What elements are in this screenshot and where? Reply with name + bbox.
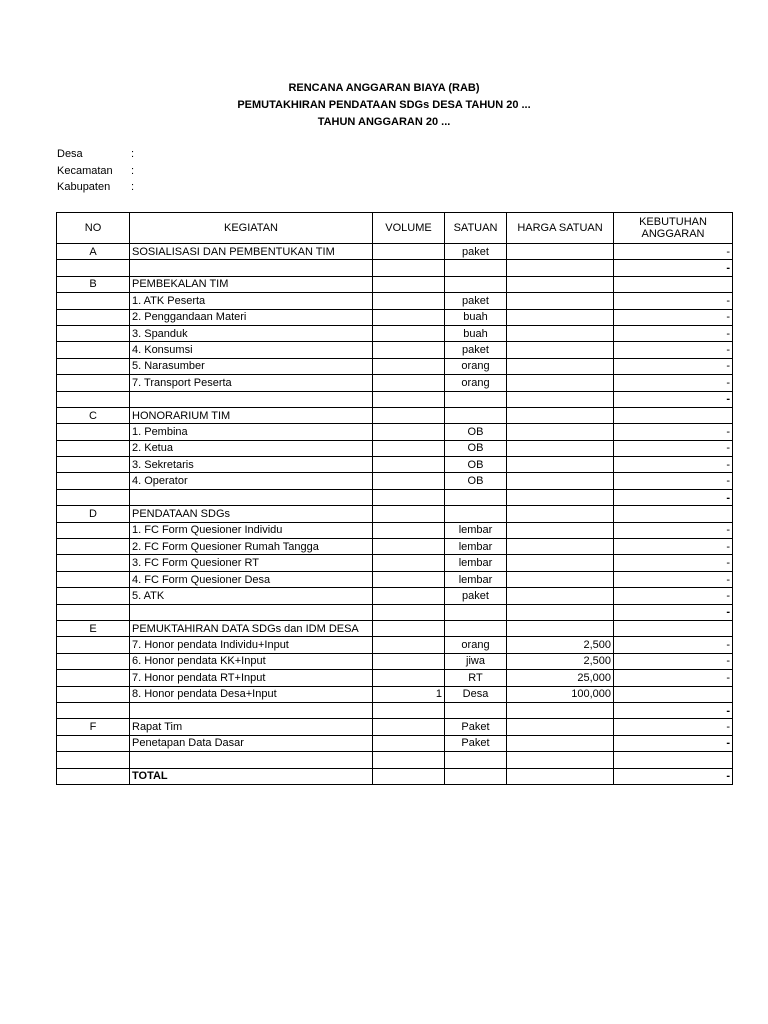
cell-no [57,473,130,489]
cell-kegiatan: 7. Honor pendata Individu+Input [130,637,373,653]
cell-no [57,342,130,358]
cell-harga-satuan [507,506,614,522]
table-row [57,440,733,456]
table-row [57,407,733,423]
cell-no [57,424,130,440]
cell-satuan [445,407,507,423]
cell-volume [373,293,445,309]
cell-kebutuhan-anggaran: - [614,637,733,653]
table-row [57,719,733,735]
cell-satuan: orang [445,637,507,653]
cell-no: E [57,620,130,636]
cell-harga-satuan [507,293,614,309]
cell-no [57,555,130,571]
table-row [57,473,733,489]
info-separator: : [131,148,135,160]
cell-volume [373,670,445,686]
table-row [57,276,733,292]
header-satuan: SATUAN [445,213,507,244]
table-row [57,309,733,325]
cell-no [57,325,130,341]
cell-harga-satuan: 2,500 [507,653,614,669]
cell-harga-satuan [507,555,614,571]
cell-kegiatan [130,752,373,768]
cell-harga-satuan [507,522,614,538]
cell-volume [373,260,445,276]
cell-no [57,571,130,587]
cell-harga-satuan [507,457,614,473]
table-row [57,325,733,341]
cell-no [57,686,130,702]
cell-volume [373,768,445,784]
cell-kebutuhan-anggaran [614,276,733,292]
cell-harga-satuan [507,358,614,374]
cell-kebutuhan-anggaran: - [614,571,733,587]
cell-kebutuhan-anggaran: - [614,539,733,555]
cell-kebutuhan-anggaran [614,506,733,522]
cell-volume [373,424,445,440]
cell-kegiatan: 3. Sekretaris [130,457,373,473]
title-line-2: PEMUTAKHIRAN PENDATAAN SDGs DESA TAHUN 20 ... [237,99,531,111]
cell-harga-satuan [507,375,614,391]
cell-harga-satuan [507,244,614,260]
cell-no [57,293,130,309]
table-row [57,358,733,374]
cell-kegiatan: PEMBEKALAN TIM [130,276,373,292]
cell-volume [373,555,445,571]
cell-satuan [445,752,507,768]
cell-satuan [445,604,507,620]
cell-satuan: OB [445,440,507,456]
cell-harga-satuan: 2,500 [507,637,614,653]
cell-satuan [445,391,507,407]
header-harga-satuan: HARGA SATUAN [507,213,614,244]
cell-harga-satuan [507,309,614,325]
header-kegiatan: KEGIATAN [130,213,373,244]
cell-harga-satuan [507,604,614,620]
cell-kebutuhan-anggaran: - [614,768,733,784]
cell-kebutuhan-anggaran: - [614,260,733,276]
cell-kegiatan: 4. Konsumsi [130,342,373,358]
info-separator: : [131,165,135,177]
table-row [57,588,733,604]
table-row [57,637,733,653]
cell-kebutuhan-anggaran: - [614,293,733,309]
cell-volume [373,719,445,735]
cell-kegiatan: 3. FC Form Quesioner RT [130,555,373,571]
cell-volume [373,637,445,653]
cell-kebutuhan-anggaran [614,686,733,702]
cell-satuan [445,768,507,784]
cell-no [57,309,130,325]
cell-satuan [445,506,507,522]
cell-harga-satuan [507,719,614,735]
cell-kegiatan: 4. Operator [130,473,373,489]
cell-no [57,539,130,555]
cell-volume [373,342,445,358]
table-body [57,244,733,785]
table-row [57,342,733,358]
info-separator: : [131,181,135,193]
cell-kegiatan: 2. Ketua [130,440,373,456]
cell-no [57,768,130,784]
cell-satuan: orang [445,375,507,391]
cell-satuan: paket [445,244,507,260]
cell-harga-satuan [507,424,614,440]
cell-kebutuhan-anggaran: - [614,244,733,260]
cell-harga-satuan [507,391,614,407]
header-volume: VOLUME [373,213,445,244]
cell-kegiatan: 1. ATK Peserta [130,293,373,309]
table-row [57,506,733,522]
info-label: Desa [57,148,83,160]
title-line-3: TAHUN ANGGARAN 20 ... [317,116,451,128]
cell-kegiatan [130,604,373,620]
info-desa [57,148,134,160]
cell-kegiatan: 5. Narasumber [130,358,373,374]
cell-volume [373,325,445,341]
cell-no [57,457,130,473]
cell-volume [373,620,445,636]
cell-no [57,375,130,391]
cell-no: F [57,719,130,735]
cell-kebutuhan-anggaran [614,407,733,423]
cell-kebutuhan-anggaran: - [614,719,733,735]
info-kecamatan [57,165,134,177]
cell-kebutuhan-anggaran: - [614,440,733,456]
cell-kebutuhan-anggaran: - [614,342,733,358]
cell-volume [373,506,445,522]
table-row [57,653,733,669]
cell-no [57,670,130,686]
cell-satuan: lembar [445,522,507,538]
cell-no: A [57,244,130,260]
cell-satuan: paket [445,293,507,309]
table-row [57,670,733,686]
cell-volume: 1 [373,686,445,702]
table-row [57,604,733,620]
cell-kegiatan: 8. Honor pendata Desa+Input [130,686,373,702]
cell-no [57,358,130,374]
table-row [57,260,733,276]
table-row [57,457,733,473]
cell-kebutuhan-anggaran: - [614,424,733,440]
cell-harga-satuan [507,473,614,489]
cell-satuan: OB [445,473,507,489]
cell-harga-satuan [507,702,614,718]
cell-no [57,260,130,276]
cell-volume [373,244,445,260]
cell-satuan [445,260,507,276]
cell-no: D [57,506,130,522]
cell-harga-satuan [507,440,614,456]
cell-kebutuhan-anggaran: - [614,309,733,325]
table-row [57,571,733,587]
title-line-1: RENCANA ANGGARAN BIAYA (RAB) [288,82,480,94]
cell-harga-satuan [507,407,614,423]
cell-kegiatan: TOTAL [130,768,373,784]
cell-volume [373,604,445,620]
cell-kegiatan: Penetapan Data Dasar [130,735,373,751]
cell-kegiatan: 3. Spanduk [130,325,373,341]
cell-kegiatan [130,489,373,505]
total-row [57,768,733,784]
cell-harga-satuan: 25,000 [507,670,614,686]
cell-satuan: jiwa [445,653,507,669]
cell-kegiatan: HONORARIUM TIM [130,407,373,423]
info-label: Kecamatan [57,165,113,177]
cell-volume [373,522,445,538]
cell-satuan: lembar [445,555,507,571]
cell-volume [373,588,445,604]
cell-kebutuhan-anggaran: - [614,653,733,669]
cell-volume [373,358,445,374]
cell-satuan: paket [445,342,507,358]
table-row [57,752,733,768]
cell-kebutuhan-anggaran: - [614,555,733,571]
cell-kebutuhan-anggaran: - [614,588,733,604]
cell-volume [373,571,445,587]
cell-kegiatan: PEMUKTAHIRAN DATA SDGs dan IDM DESA [130,620,373,636]
cell-harga-satuan [507,539,614,555]
cell-kegiatan: 1. Pembina [130,424,373,440]
cell-volume [373,309,445,325]
cell-harga-satuan [507,489,614,505]
cell-volume [373,440,445,456]
cell-satuan: paket [445,588,507,604]
cell-satuan: Paket [445,719,507,735]
cell-kebutuhan-anggaran: - [614,457,733,473]
cell-satuan [445,276,507,292]
table-row [57,424,733,440]
cell-volume [373,391,445,407]
cell-satuan: orang [445,358,507,374]
header-no: NO [57,213,130,244]
header-kebutuhan-anggaran: KEBUTUHAN ANGGARAN [614,213,733,244]
cell-kebutuhan-anggaran [614,620,733,636]
cell-kegiatan [130,391,373,407]
table-row [57,522,733,538]
cell-volume [373,407,445,423]
cell-satuan: RT [445,670,507,686]
cell-no [57,735,130,751]
cell-kegiatan: PENDATAAN SDGs [130,506,373,522]
cell-kegiatan: 2. FC Form Quesioner Rumah Tangga [130,539,373,555]
cell-satuan [445,702,507,718]
cell-satuan [445,620,507,636]
cell-kebutuhan-anggaran: - [614,375,733,391]
info-kabupaten [57,181,134,193]
cell-volume [373,457,445,473]
cell-kegiatan: Rapat Tim [130,719,373,735]
cell-satuan: lembar [445,571,507,587]
cell-no [57,752,130,768]
cell-harga-satuan [507,342,614,358]
cell-satuan: OB [445,457,507,473]
cell-satuan: Paket [445,735,507,751]
table-row [57,391,733,407]
table-row [57,375,733,391]
info-label: Kabupaten [57,181,111,193]
cell-kebutuhan-anggaran: - [614,473,733,489]
cell-harga-satuan [507,588,614,604]
cell-satuan [445,489,507,505]
table-row [57,735,733,751]
cell-kebutuhan-anggaran: - [614,358,733,374]
cell-kegiatan [130,260,373,276]
cell-harga-satuan: 100,000 [507,686,614,702]
cell-kebutuhan-anggaran: - [614,604,733,620]
cell-kebutuhan-anggaran: - [614,735,733,751]
cell-satuan: buah [445,309,507,325]
cell-volume [373,375,445,391]
table-header-row [57,213,733,244]
cell-kebutuhan-anggaran: - [614,391,733,407]
cell-satuan: Desa [445,686,507,702]
cell-kebutuhan-anggaran [614,752,733,768]
table-row [57,555,733,571]
cell-kebutuhan-anggaran: - [614,325,733,341]
cell-kebutuhan-anggaran: - [614,522,733,538]
cell-volume [373,539,445,555]
cell-harga-satuan [507,768,614,784]
cell-no [57,522,130,538]
cell-kegiatan: 7. Transport Peserta [130,375,373,391]
table-row [57,702,733,718]
table-row [57,244,733,260]
budget-table [56,212,733,785]
cell-harga-satuan [507,620,614,636]
cell-no [57,489,130,505]
cell-kegiatan: 1. FC Form Quesioner Individu [130,522,373,538]
cell-volume [373,752,445,768]
cell-volume [373,489,445,505]
cell-kegiatan: 7. Honor pendata RT+Input [130,670,373,686]
cell-kebutuhan-anggaran: - [614,489,733,505]
cell-volume [373,276,445,292]
cell-volume [373,702,445,718]
table-row [57,686,733,702]
cell-kegiatan: 5. ATK [130,588,373,604]
cell-volume [373,735,445,751]
cell-satuan: buah [445,325,507,341]
cell-harga-satuan [507,325,614,341]
cell-no [57,637,130,653]
cell-satuan: OB [445,424,507,440]
cell-volume [373,473,445,489]
table-row [57,489,733,505]
cell-harga-satuan [507,752,614,768]
cell-kebutuhan-anggaran: - [614,702,733,718]
table-row [57,293,733,309]
cell-kegiatan [130,702,373,718]
cell-kegiatan: 6. Honor pendata KK+Input [130,653,373,669]
cell-no [57,588,130,604]
cell-harga-satuan [507,571,614,587]
cell-harga-satuan [507,276,614,292]
cell-kegiatan: 2. Penggandaan Materi [130,309,373,325]
cell-no [57,391,130,407]
cell-harga-satuan [507,735,614,751]
cell-satuan: lembar [445,539,507,555]
cell-harga-satuan [507,260,614,276]
cell-no [57,604,130,620]
table-row [57,539,733,555]
cell-no [57,702,130,718]
cell-kegiatan: SOSIALISASI DAN PEMBENTUKAN TIM [130,244,373,260]
cell-volume [373,653,445,669]
cell-no: C [57,407,130,423]
cell-no [57,440,130,456]
cell-no [57,653,130,669]
cell-kebutuhan-anggaran: - [614,670,733,686]
cell-no: B [57,276,130,292]
cell-kegiatan: 4. FC Form Quesioner Desa [130,571,373,587]
table-row [57,620,733,636]
